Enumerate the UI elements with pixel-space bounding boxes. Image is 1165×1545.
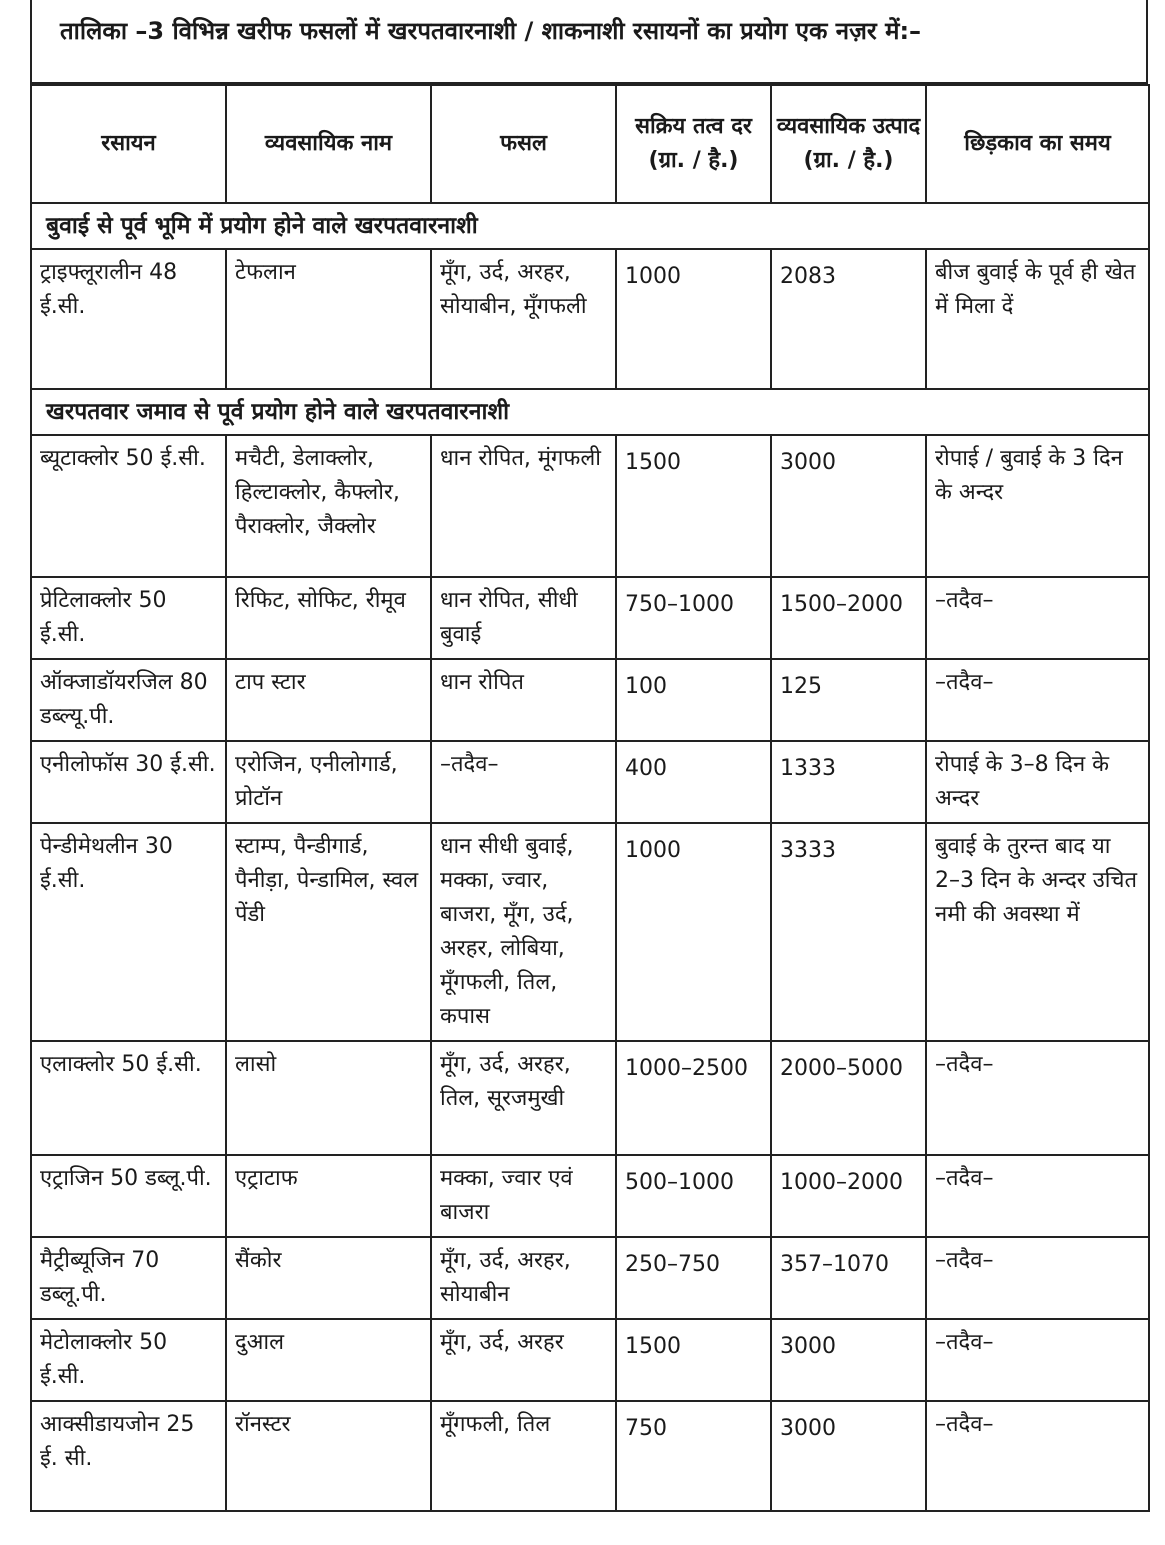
table-row [31, 435, 1149, 577]
cell-chemical: पेन्डीमेथलीन 30 ई.सी. [31, 823, 226, 1041]
cell-product-rate: 1333 [771, 741, 926, 823]
header-chemical: रसायन [31, 85, 226, 203]
cell-trade-name: एरोजिन, एनीलोगार्ड, प्रोटॉन [226, 741, 431, 823]
cell-chemical: मेटोलाक्लोर 50 ई.सी. [31, 1319, 226, 1401]
header-row [31, 85, 1149, 203]
cell-chemical: प्रेटिलाक्लोर 50 ई.सी. [31, 577, 226, 659]
cell-spray-time: –तदैव– [926, 1401, 1149, 1511]
cell-trade-name: टेफलान [226, 249, 431, 389]
cell-spray-time: –तदैव– [926, 1041, 1149, 1155]
cell-trade-name: एट्राटाफ [226, 1155, 431, 1237]
cell-product-rate: 1000–2000 [771, 1155, 926, 1237]
cell-spray-time: –तदैव– [926, 659, 1149, 741]
header-trade-name: व्यवसायिक नाम [226, 85, 431, 203]
cell-spray-time: रोपाई के 3–8 दिन के अन्दर [926, 741, 1149, 823]
table-row [31, 659, 1149, 741]
cell-active-rate: 400 [616, 741, 771, 823]
cell-active-rate: 250–750 [616, 1237, 771, 1319]
table-row [31, 577, 1149, 659]
cell-crop: मूँग, उर्द, अरहर, सोयाबीन, मूँगफली [431, 249, 616, 389]
cell-crop: मूँग, उर्द, अरहर, सोयाबीन [431, 1237, 616, 1319]
cell-active-rate: 750–1000 [616, 577, 771, 659]
cell-chemical: एट्राजिन 50 डब्लू.पी. [31, 1155, 226, 1237]
cell-active-rate: 1500 [616, 435, 771, 577]
cell-crop: धान सीधी बुवाई, मक्का, ज्वार, बाजरा, मूँग, उर्द, अरहर, लोबिया, मूँगफली, तिल, कपास [431, 823, 616, 1041]
header-crop: फसल [431, 85, 616, 203]
cell-spray-time: रोपाई / बुवाई के 3 दिन के अन्दर [926, 435, 1149, 577]
table-row [31, 1401, 1149, 1511]
cell-crop: मूँग, उर्द, अरहर [431, 1319, 616, 1401]
cell-product-rate: 3000 [771, 435, 926, 577]
cell-chemical: आक्सीडायजोन 25 ई. सी. [31, 1401, 226, 1511]
table-row [31, 741, 1149, 823]
table-row [31, 1237, 1149, 1319]
cell-crop: धान रोपित [431, 659, 616, 741]
cell-product-rate: 3000 [771, 1319, 926, 1401]
table-row [31, 1155, 1149, 1237]
table-row [31, 1319, 1149, 1401]
cell-active-rate: 1000 [616, 249, 771, 389]
cell-trade-name: सैंकोर [226, 1237, 431, 1319]
section-heading-row [31, 389, 1149, 435]
cell-crop: मूँगफली, तिल [431, 1401, 616, 1511]
cell-trade-name: टाप स्टार [226, 659, 431, 741]
cell-crop: धान रोपित, सीधी बुवाई [431, 577, 616, 659]
cell-spray-time: –तदैव– [926, 1155, 1149, 1237]
table-row [31, 1041, 1149, 1155]
header-product-rate: व्यवसायिक उत्पाद (ग्रा. / है.) [771, 85, 926, 203]
cell-product-rate: 3000 [771, 1401, 926, 1511]
cell-spray-time: बीज बुवाई के पूर्व ही खेत में मिला दें [926, 249, 1149, 389]
cell-trade-name: रॉनस्टर [226, 1401, 431, 1511]
cell-active-rate: 1000 [616, 823, 771, 1041]
cell-chemical: ट्राइफ्लूरालीन 48 ई.सी. [31, 249, 226, 389]
cell-spray-time: –तदैव– [926, 1237, 1149, 1319]
cell-trade-name: स्टाम्प, पैन्डीगार्ड, पैनीड़ा, पेन्डामिल, स्वल पेंडी [226, 823, 431, 1041]
header-spray-time: छिड़काव का समय [926, 85, 1149, 203]
cell-product-rate: 357–1070 [771, 1237, 926, 1319]
header-active-rate: सक्रिय तत्व दर (ग्रा. / है.) [616, 85, 771, 203]
cell-chemical: ऑक्जाडॉयरजिल 80 डब्ल्यू.पी. [31, 659, 226, 741]
cell-crop: मक्का, ज्वार एवं बाजरा [431, 1155, 616, 1237]
cell-trade-name: दुआल [226, 1319, 431, 1401]
cell-trade-name: रिफिट, सोफिट, रीमूव [226, 577, 431, 659]
cell-active-rate: 1000–2500 [616, 1041, 771, 1155]
cell-product-rate: 2000–5000 [771, 1041, 926, 1155]
cell-spray-time: बुवाई के तुरन्त बाद या 2–3 दिन के अन्दर उचित नमी की अवस्था में [926, 823, 1149, 1041]
table-row [31, 823, 1149, 1041]
cell-chemical: मैट्रीब्यूजिन 70 डब्लू.पी. [31, 1237, 226, 1319]
document-page [30, 0, 1150, 1520]
cell-product-rate: 2083 [771, 249, 926, 389]
section-heading: बुवाई से पूर्व भूमि में प्रयोग होने वाले खरपतवारनाशी [31, 203, 1149, 249]
cell-spray-time: –तदैव– [926, 577, 1149, 659]
cell-chemical: ब्यूटाक्लोर 50 ई.सी. [31, 435, 226, 577]
cell-active-rate: 1500 [616, 1319, 771, 1401]
table-row [31, 249, 1149, 389]
cell-active-rate: 100 [616, 659, 771, 741]
section-heading-row [31, 203, 1149, 249]
cell-chemical: एलाक्लोर 50 ई.सी. [31, 1041, 226, 1155]
cell-crop: मूँग, उर्द, अरहर, तिल, सूरजमुखी [431, 1041, 616, 1155]
herbicide-table [30, 84, 1150, 1512]
cell-product-rate: 125 [771, 659, 926, 741]
cell-product-rate: 3333 [771, 823, 926, 1041]
cell-trade-name: मचैटी, डेलाक्लोर, हिल्टाक्लोर, कैफ्लोर, पैराक्लोर, जैक्लोर [226, 435, 431, 577]
cell-crop: –तदैव– [431, 741, 616, 823]
cell-trade-name: लासो [226, 1041, 431, 1155]
cell-active-rate: 750 [616, 1401, 771, 1511]
cell-crop: धान रोपित, मूंगफली [431, 435, 616, 577]
cell-product-rate: 1500–2000 [771, 577, 926, 659]
cell-chemical: एनीलोफॉस 30 ई.सी. [31, 741, 226, 823]
section-heading: खरपतवार जमाव से पूर्व प्रयोग होने वाले खरपतवारनाशी [31, 389, 1149, 435]
table-title: तालिका –3 विभिन्न खरीफ फसलों में खरपतवारनाशी / शाकनाशी रसायनों का प्रयोग एक नज़र में:– [30, 0, 1148, 84]
cell-active-rate: 500–1000 [616, 1155, 771, 1237]
cell-spray-time: –तदैव– [926, 1319, 1149, 1401]
